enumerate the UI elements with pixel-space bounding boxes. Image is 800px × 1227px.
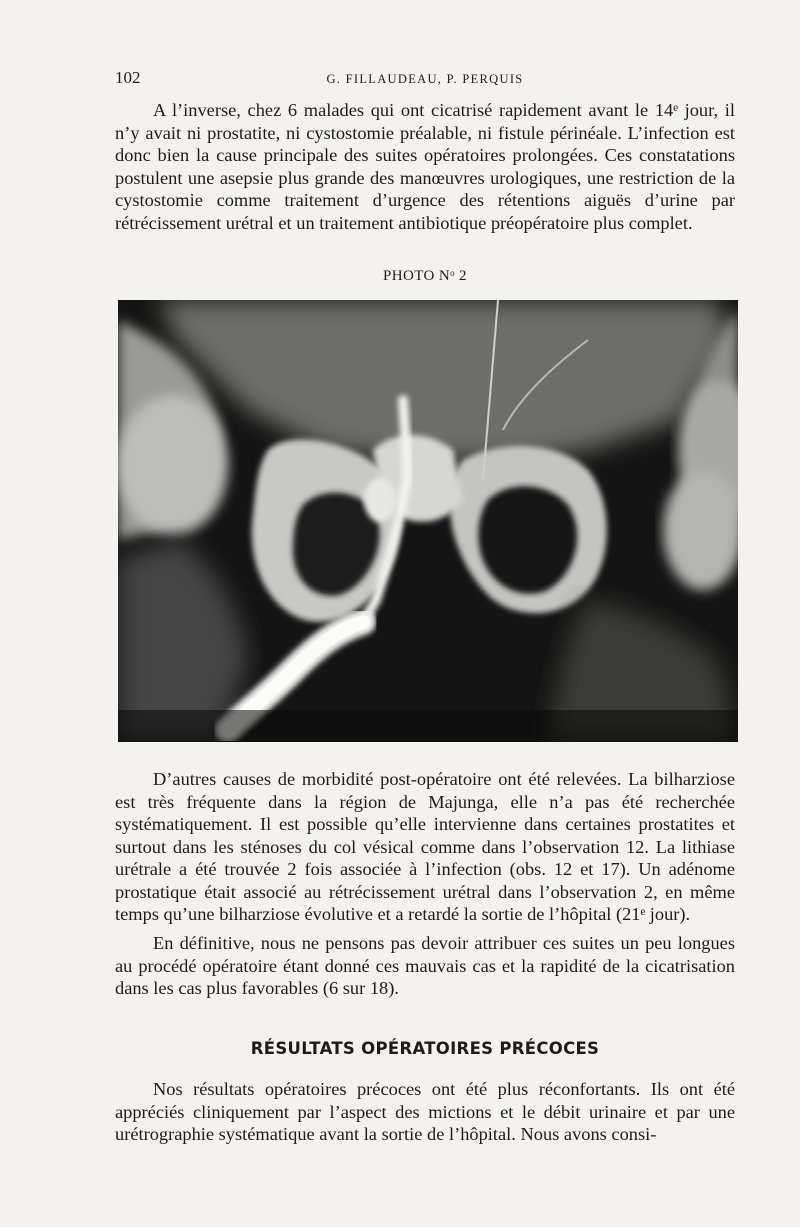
paragraph-text: En définitive, nous ne pensons pas devoir attribuer ces suites un peu longues au procédé opératoire étant donné ces mauvais cas et la rapidité de la cicatrisation dans les cas plus favorables (6 sur 18). [115,933,735,998]
figure-caption: PHOTO Nᵒ 2 [383,268,467,284]
section-heading: RÉSULTATS OPÉRATOIRES PRÉCOCES [250,1039,600,1058]
paragraph-4 [115,1078,735,1146]
paragraph-3 [115,932,735,1000]
paragraph-text: A l’inverse, chez 6 malades qui ont cicatrisé rapidement avant le 14ᵉ jour, il n’y avait ni prostatite, ni cystostomie préalable, ni fistule périnéale. L’infection est donc bien la cause principale des suites opératoires prolongées. Ces constatations postulent une asepsie plus grande des manœuvres urologiques, une restriction de la cystostomie comme traitement d’urgence des rétentions aiguës d’urine par rétrécissement urétral et un traitement antibiotique préopératoire plus complet. [115,100,735,233]
paragraph-1 [115,99,735,234]
paragraph-text: Nos résultats opératoires précoces ont été plus réconfortants. Ils ont été appréciés cliniquement par l’aspect des mictions et le débit urinaire et par une urétrographie systématique avant la sortie de l’hôpital. Nous avons consi- [115,1079,735,1144]
xray-photo [118,300,738,742]
running-head: G. FILLAUDEAU, P. PERQUIS [326,72,524,86]
paragraph-text: D’autres causes de morbidité post-opératoire ont été relevées. La bilharziose est très fréquente dans la région de Majunga, elle n’a pas été recherchée systématiquement. Il est possible qu’elle intervienne dans certaines prostatites et surtout dans les sténoses du col vésical comme dans l’observation 12. La lithiase urétrale a été trouvée 2 fois associée à l’infection (obs. 12 et 17). Un adénome prostatique était associé au rétrécissement urétral dans l’observation 2, en même temps qu’une bilharziose évolutive et a retardé la sortie de l’hôpital (21ᵉ jour). [115,769,735,924]
paragraph-2 [115,768,735,926]
page-number: 102 [115,68,141,87]
page-header [115,68,735,92]
